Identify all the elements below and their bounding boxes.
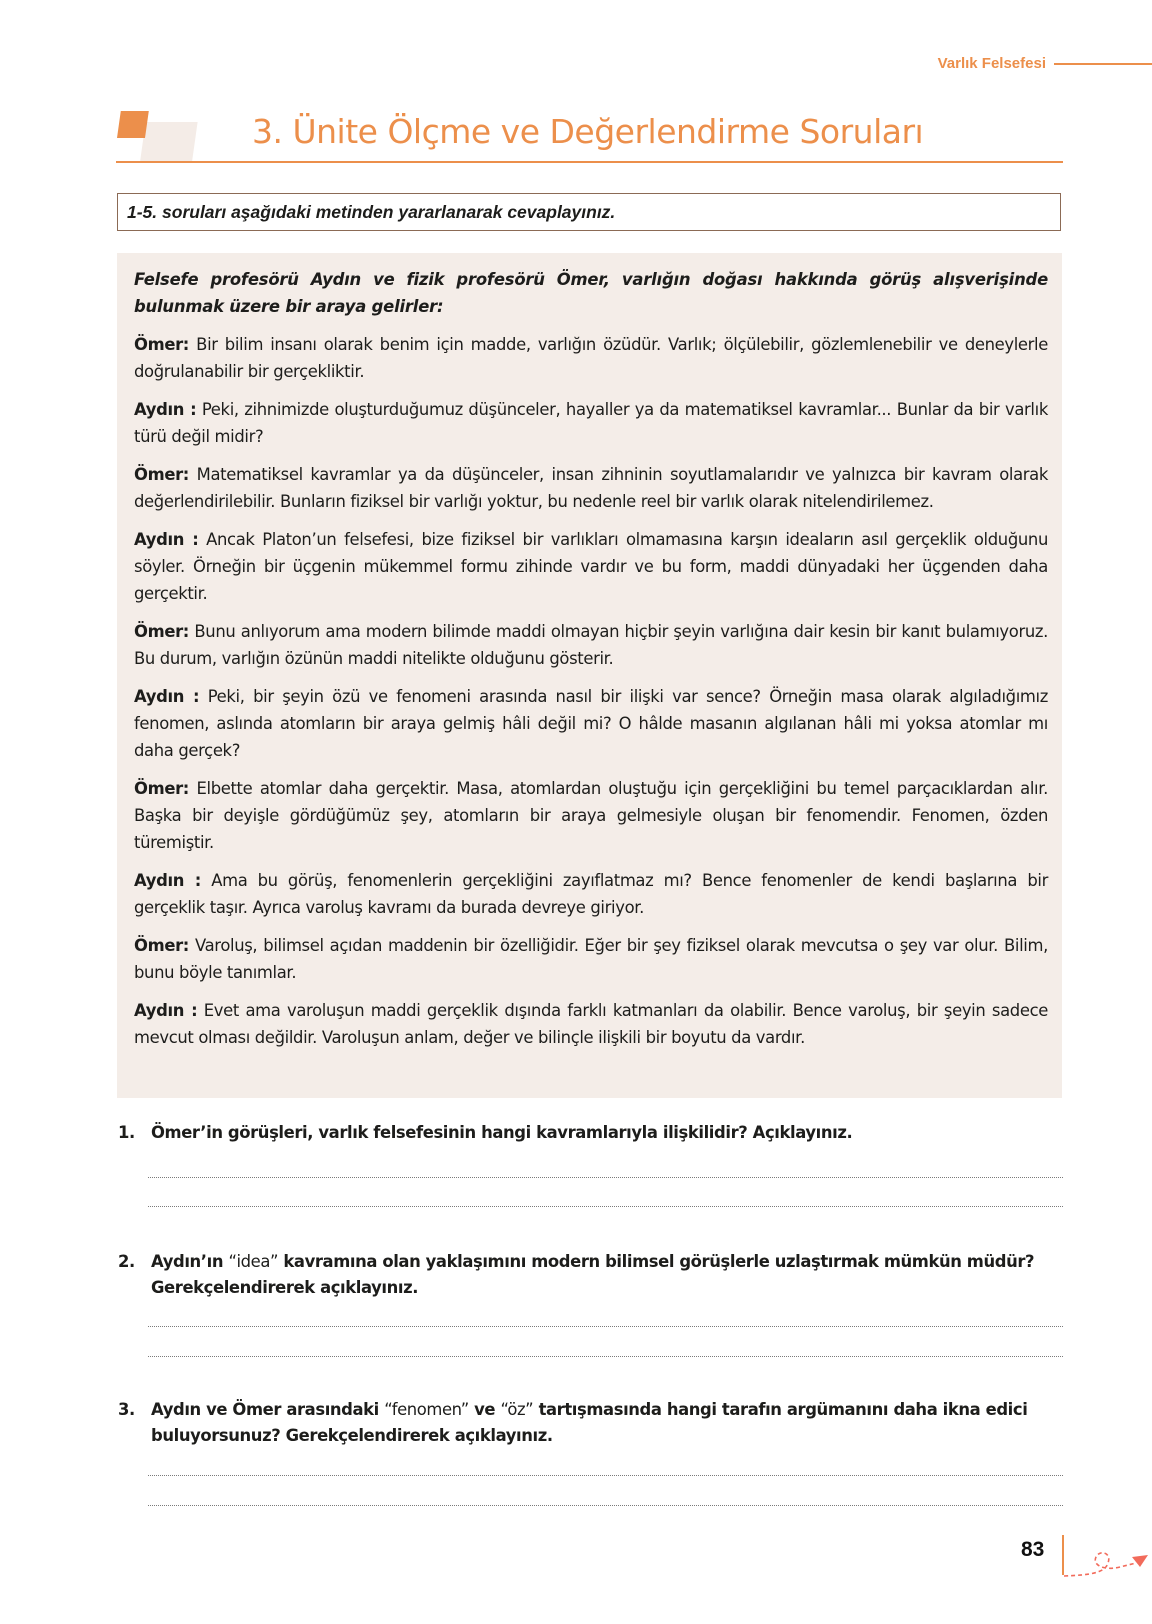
answer-line[interactable] [148,1475,1063,1476]
quoted-term: “fenomen” [384,1400,469,1419]
dialogue-text: Bir bilim insanı olarak benim için madde, varlığın özüdür. Varlık; ölçülebilir, gözlemlenebilir ve deneylerle doğrulanabilir bir gerçekliktir. [134,335,1048,381]
page-title: 3. Ünite Ölçme ve Değerlendirme Soruları [252,112,924,151]
dialogue-text: Peki, bir şeyin özü ve fenomeni arasında nasıl bir ilişki var sence? Örneğin masa olarak algıladığımız fenomen, aslında atomların bir araya gelmiş hâli değil mi? O hâlde masanın algılanan hâli mi yoksa atomlar mı daha gerçek? [134,687,1048,760]
dialogue-text: Matematiksel kavramlar ya da düşünceler, insan zihninin soyutlamalarıdır ve yalnızca bir kavram olarak değerlendirilebilir. Bunların fiziksel bir varlığı yoktur, bu nedenle reel bir varlık olarak nitelendirilemez. [134,465,1048,511]
instruction-box [117,193,1061,231]
question-text-part: Aydın ve Ömer arasındaki [151,1400,385,1419]
question-number: 2. [118,1252,135,1271]
dialogue-text: Bunu anlıyorum ama modern bilimde maddi olmayan hiçbir şeyin varlığına dair kesin bir kanıt bulamıyoruz. Bu durum, varlığın özünün maddi nitelikte olduğunu gösterir. [134,622,1048,668]
question-text-part: Ömer’in görüşleri, varlık felsefesinin hangi kavramlarıyla ilişkilidir? Açıklayınız. [151,1123,853,1142]
answer-line[interactable] [148,1206,1063,1207]
quoted-term: “öz” [500,1400,534,1419]
dialogue-line [134,331,1048,385]
speaker-label: Ömer: [134,622,190,641]
dialogue-text: Peki, zihnimizde oluşturduğumuz düşünceler, hayaller ya da matematiksel kavramlar... Bunlar da bir varlık türü değil midir? [134,400,1048,446]
question-text [151,1249,1058,1301]
question-number: 1. [118,1123,135,1142]
dialogue-line [134,461,1048,515]
dialogue-line [134,683,1048,764]
question-text-part: tartışmasında hangi tarafın argümanını daha ikna edici buluyorsunuz? Gerekçelendirerek açıklayınız. [151,1400,1028,1445]
running-head-text: Varlık Felsefesi [937,55,1046,72]
question-text-part: ve [468,1400,501,1419]
speaker-label: Aydın : [134,400,197,419]
question-text-part: Aydın’ın [151,1252,229,1271]
question-2 [118,1249,1058,1301]
dialogue-line [134,618,1048,672]
question-text-part: kavramına olan yaklaşımını modern bilimsel görüşlerle uzlaştırmak mümkün müdür? Gerekçelendirerek açıklayınız. [151,1252,1035,1297]
passage-intro: Felsefe profesörü Aydın ve fizik profesörü Ömer, varlığın doğası hakkında görüş alışverişinde bulunmak üzere bir araya gelirler: [134,270,1048,316]
instruction-text: 1-5. soruları aşağıdaki metinden yararlanarak cevaplayınız. [127,201,616,222]
dialogue-text: Elbette atomlar daha gerçektir. Masa, atomlardan oluştuğu için gerçekliğini bu temel parçacıklardan alır. Başka bir deyişle gördüğümüz şey, atomların bir araya gelmesiyle oluşan bir fenomendir. Fenomen, özden türemiştir. [134,779,1048,852]
dialogue-line [134,775,1048,856]
title-underline [116,161,1063,163]
dialogue-line [134,932,1048,986]
answer-line[interactable] [148,1505,1063,1506]
dialogue-text: Ama bu görüş, fenomenlerin gerçekliğini zayıflatmaz mı? Bence fenomenler de kendi başlarına bir gerçeklik taşır. Ayrıca varoluş kavramı da burada devreye giriyor. [134,871,1048,917]
question-text [151,1397,1058,1449]
dialogue-line [134,997,1048,1051]
speaker-label: Ömer: [134,465,190,484]
title-decoration-beige [140,122,198,162]
speaker-label: Aydın : [134,1001,198,1020]
dashed-loop-arrow-icon [1060,1545,1152,1595]
dialogue-passage [117,253,1062,1098]
answer-line[interactable] [148,1177,1063,1178]
question-text [151,1120,1058,1146]
speaker-label: Aydın : [134,871,201,890]
dialogue-text: Varoluş, bilimsel açıdan maddenin bir özelliğidir. Eğer bir şey fiziksel olarak mevcutsa o şey var olur. Bilim, bunu böyle tanımlar. [134,936,1048,982]
dialogue-line [134,867,1048,921]
question-3 [118,1397,1058,1449]
dialogue-text: Evet ama varoluşun maddi gerçeklik dışında farklı katmanları da olabilir. Bence varoluş, bir şeyin sadece mevcut olması değildir. Varoluşun anlam, değer ve bilinçle ilişkili bir boyutu da vardır. [134,1001,1048,1047]
answer-line[interactable] [148,1356,1063,1357]
speaker-label: Ömer: [134,936,190,955]
title-decoration-orange [117,111,149,138]
speaker-label: Aydın : [134,687,200,706]
page-number: 83 [1021,1538,1045,1561]
question-number: 3. [118,1400,135,1419]
dialogue-line [134,396,1048,450]
speaker-label: Ömer: [134,335,190,354]
dialogue-text: Ancak Platon’un felsefesi, bize fiziksel bir varlıkları olmamasına karşın ideaların asıl gerçeklik olduğunu söyler. Örneğin bir üçgenin mükemmel formu zihinde vardır ve bu form, maddi dünyadaki her üçgenden daha gerçektir. [134,530,1048,603]
quoted-term: “idea” [228,1252,279,1271]
running-head-rule [1054,63,1152,65]
dialogue-line [134,526,1048,607]
speaker-label: Ömer: [134,779,190,798]
answer-line[interactable] [148,1326,1063,1327]
speaker-label: Aydın : [134,530,199,549]
running-head [938,55,1152,72]
question-1 [118,1120,1058,1146]
